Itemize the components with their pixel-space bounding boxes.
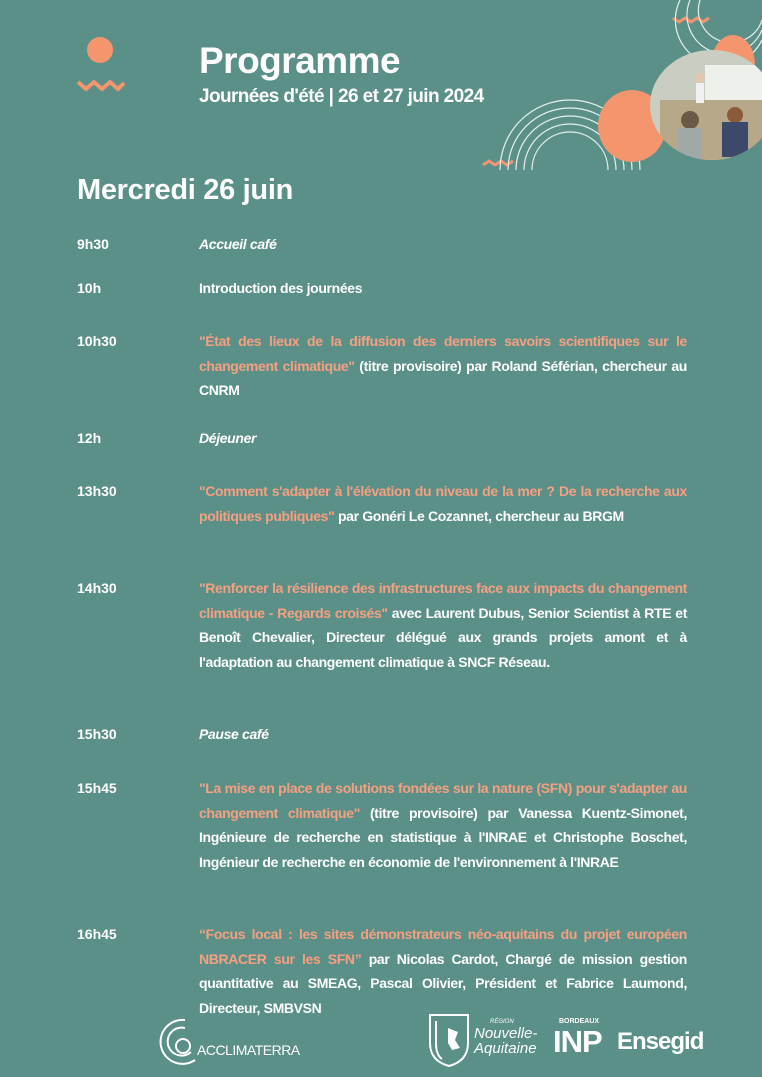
schedule-description bbox=[199, 479, 687, 528]
talk-title: "État des lieux de la diffusion des derniers savoirs scientifiques sur le changement climatique" bbox=[199, 333, 687, 374]
region-name-line1: Nouvelle- bbox=[474, 1025, 538, 1042]
acclimaterra-text: ACCLIMATERRA bbox=[197, 1042, 300, 1058]
talk-details: (titre provisoire) par Roland Séférian, chercheur au CNRM bbox=[199, 357, 688, 398]
talk-details: par Nicolas Cardot, Chargé de mission gestion quantitative au SMEAG, Pascal Olivier, Président et Fabrice Laumond, Directeur, SMBVSN bbox=[199, 950, 687, 1016]
day-heading: Mercredi 26 juin bbox=[77, 174, 293, 206]
schedule-time: 10h bbox=[77, 280, 102, 296]
talk-details: Accueil café bbox=[199, 236, 277, 252]
talk-details: Pause café bbox=[199, 726, 269, 742]
orange-dot-decoration bbox=[87, 37, 113, 63]
region-name-line2: Aquitaine bbox=[474, 1040, 537, 1057]
talk-title: "Comment s'adapter à l'élévation du niveau de la mer ? De la recherche aux politiques publiques" bbox=[199, 483, 687, 524]
region-label: RÉGION bbox=[490, 1019, 514, 1025]
inp-bordeaux-label: BORDEAUX bbox=[559, 1018, 600, 1025]
page-subtitle: Journées d'été | 26 et 27 juin 2024 bbox=[199, 86, 484, 107]
schedule-description bbox=[199, 276, 687, 301]
page-title: Programme bbox=[199, 40, 401, 81]
talk-title: "Renforcer la résilience des infrastructures face aux impacts du changement climatique - Regards croisés" bbox=[199, 580, 687, 621]
schedule-description bbox=[199, 232, 687, 257]
header-decorations bbox=[0, 0, 762, 170]
schedule-time: 15h30 bbox=[77, 726, 117, 742]
schedule-time: 16h45 bbox=[77, 926, 117, 942]
talk-details: (titre provisoire) par Vanessa Kuentz-Simonet, Ingénieure de recherche en statistique à l'INRAE et Christophe Boschet, Ingénieur de recherche en économie de l'environnement à l'INRAE bbox=[199, 804, 687, 870]
schedule-description bbox=[199, 576, 687, 674]
zigzag-decoration bbox=[673, 18, 709, 22]
schedule-description bbox=[199, 922, 687, 1020]
ensegid-text: Ensegid bbox=[617, 1028, 704, 1055]
event-photo bbox=[640, 40, 762, 170]
schedule-description bbox=[199, 776, 687, 874]
talk-details: avec Laurent Dubus, Senior Scientist à RTE et Benoît Chevalier, Directeur délégué aux grands projets amont et à l'adaptation au changement climatique à SNCF Réseau. bbox=[199, 604, 688, 670]
inp-text: INP bbox=[553, 1024, 602, 1059]
schedule-time: 13h30 bbox=[77, 483, 117, 499]
nouvelle-aquitaine-logo bbox=[428, 1013, 543, 1068]
talk-title: “Focus local : les sites démonstrateurs néo-aquitains du projet européen NBRACER sur les SFN” bbox=[199, 926, 687, 967]
schedule-time: 9h30 bbox=[77, 236, 109, 252]
schedule-description bbox=[199, 329, 687, 403]
acclimaterra-emblem-icon bbox=[155, 1012, 205, 1067]
schedule-time: 12h bbox=[77, 430, 102, 446]
bordeaux-inp-ensegid-logo bbox=[553, 1018, 704, 1063]
schedule-time: 15h45 bbox=[77, 780, 117, 796]
region-shield-icon bbox=[428, 1013, 470, 1067]
talk-details: par Gonéri Le Cozannet, chercheur au BRGM bbox=[334, 507, 624, 524]
schedule-time: 14h30 bbox=[77, 580, 117, 596]
talk-title: "La mise en place de solutions fondées sur la nature (SFN) pour s'adapter au changement climatique" bbox=[199, 780, 687, 821]
talk-details: Déjeuner bbox=[199, 430, 257, 446]
schedule-description bbox=[199, 722, 687, 747]
schedule-description bbox=[199, 426, 687, 451]
talk-details: Introduction des journées bbox=[199, 280, 363, 296]
zigzag-decoration bbox=[78, 82, 124, 89]
acclimaterra-logo bbox=[155, 1012, 300, 1067]
schedule-time: 10h30 bbox=[77, 333, 117, 349]
